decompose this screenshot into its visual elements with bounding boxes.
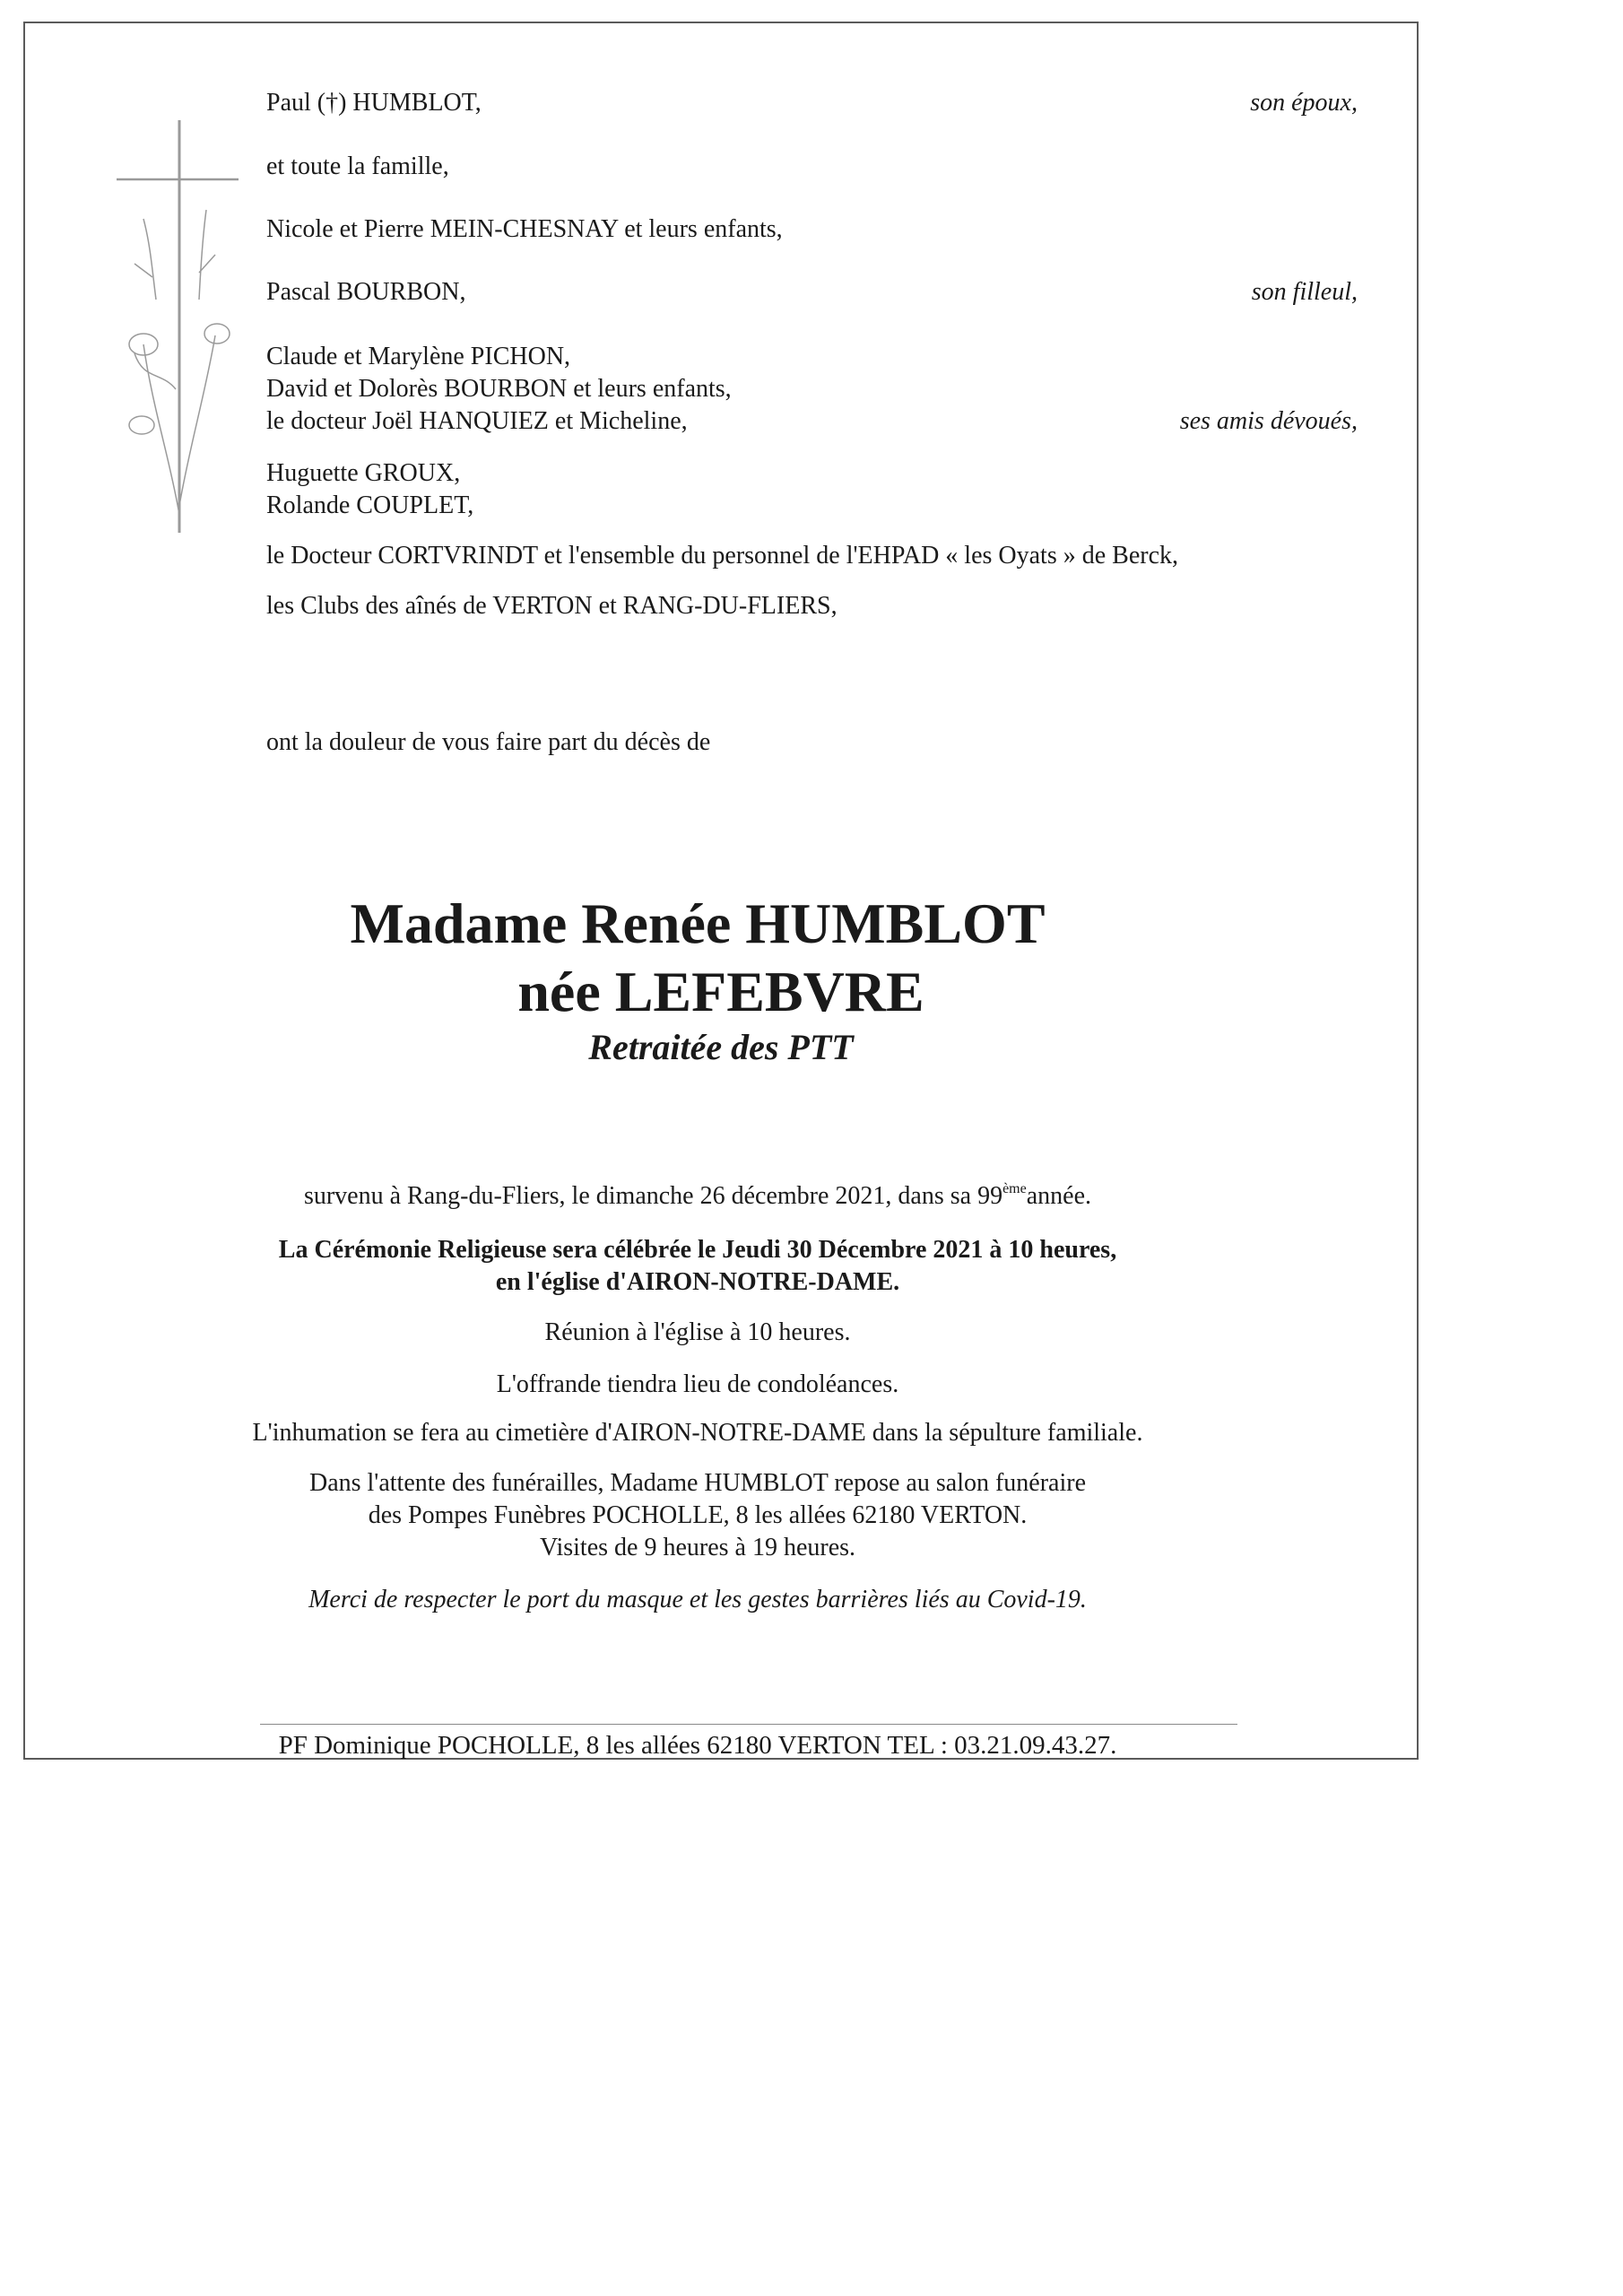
offering-info: L'offrande tiendra lieu de condoléances. <box>496 1370 899 1398</box>
family-line-1 <box>266 87 1358 119</box>
footer-divider <box>260 1724 1237 1725</box>
death-superscript: ème <box>1002 1181 1027 1196</box>
family-line-3 <box>266 213 1358 246</box>
family-line-10 <box>266 540 1358 572</box>
footer-contact: PF Dominique POCHOLLE, 8 les allées 62180 VERTON TEL : 03.21.09.43.27. <box>278 1731 1117 1760</box>
covid-note: Merci de respecter le port du masque et les gestes barrières liés au Covid-19. <box>308 1586 1087 1613</box>
ceremony-line-2: en l'église d'AIRON-NOTRE-DAME. <box>495 1268 900 1296</box>
funeral-home-line-1: Dans l'attente des funérailles, Madame HUMBLOT repose au salon funéraire <box>308 1469 1087 1497</box>
family-name: et toute la famille, <box>266 152 449 180</box>
family-name: Paul (†) HUMBLOT, <box>266 89 482 117</box>
family-line-9 <box>266 490 1358 522</box>
family-role: ses amis dévoués, <box>1179 407 1358 435</box>
meeting-info: Réunion à l'église à 10 heures. <box>544 1318 851 1346</box>
family-line-11 <box>266 590 1358 622</box>
family-name: Huguette GROUX, <box>266 459 461 487</box>
family-name: Nicole et Pierre MEIN-CHESNAY et leurs enfants, <box>266 215 783 243</box>
family-line-7 <box>266 405 1358 438</box>
deceased-occupation: Retraitée des PTT <box>588 1027 854 1067</box>
cross-with-flowers-icon <box>117 120 242 533</box>
funeral-home-line-2: des Pompes Funèbres POCHOLLE, 8 les allées 62180 VERTON. <box>368 1501 1028 1529</box>
family-line-4 <box>266 276 1358 309</box>
family-line-6 <box>266 373 1358 405</box>
family-line-2 <box>266 151 1358 183</box>
ceremony-line-1: La Cérémonie Religieuse sera célébrée le Jeudi 30 Décembre 2021 à 10 heures, <box>278 1236 1117 1264</box>
death-suffix: année. <box>1026 1182 1092 1210</box>
deceased-name: Madame Renée HUMBLOT <box>350 891 1046 955</box>
announcement: ont la douleur de vous faire part du décès de <box>266 728 711 756</box>
family-name: les Clubs des aînés de VERTON et RANG-DU-FLIERS, <box>266 592 838 620</box>
burial-info: L'inhumation se fera au cimetière d'AIRON-NOTRE-DAME dans la sépulture familiale. <box>252 1419 1143 1447</box>
deceased-maiden-name: née LEFEBVRE <box>517 960 924 1023</box>
family-name: David et Dolorès BOURBON et leurs enfants, <box>266 375 732 403</box>
death-notice <box>0 1180 1395 1213</box>
family-role: son filleul, <box>1251 278 1358 306</box>
family-line-5 <box>266 341 1358 373</box>
family-name: Claude et Marylène PICHON, <box>266 343 571 370</box>
death-text: survenu à Rang-du-Fliers, le dimanche 26 décembre 2021, dans sa 99 <box>303 1182 1003 1210</box>
family-line-8 <box>266 457 1358 490</box>
family-role: son époux, <box>1250 89 1358 117</box>
funeral-home-line-3: Visites de 9 heures à 19 heures. <box>539 1534 856 1561</box>
family-name: Pascal BOURBON, <box>266 278 466 306</box>
family-name: Rolande COUPLET, <box>266 491 474 519</box>
family-name: le Docteur CORTVRINDT et l'ensemble du personnel de l'EHPAD « les Oyats » de Berck, <box>266 542 1178 570</box>
family-name: le docteur Joël HANQUIEZ et Micheline, <box>266 407 688 435</box>
